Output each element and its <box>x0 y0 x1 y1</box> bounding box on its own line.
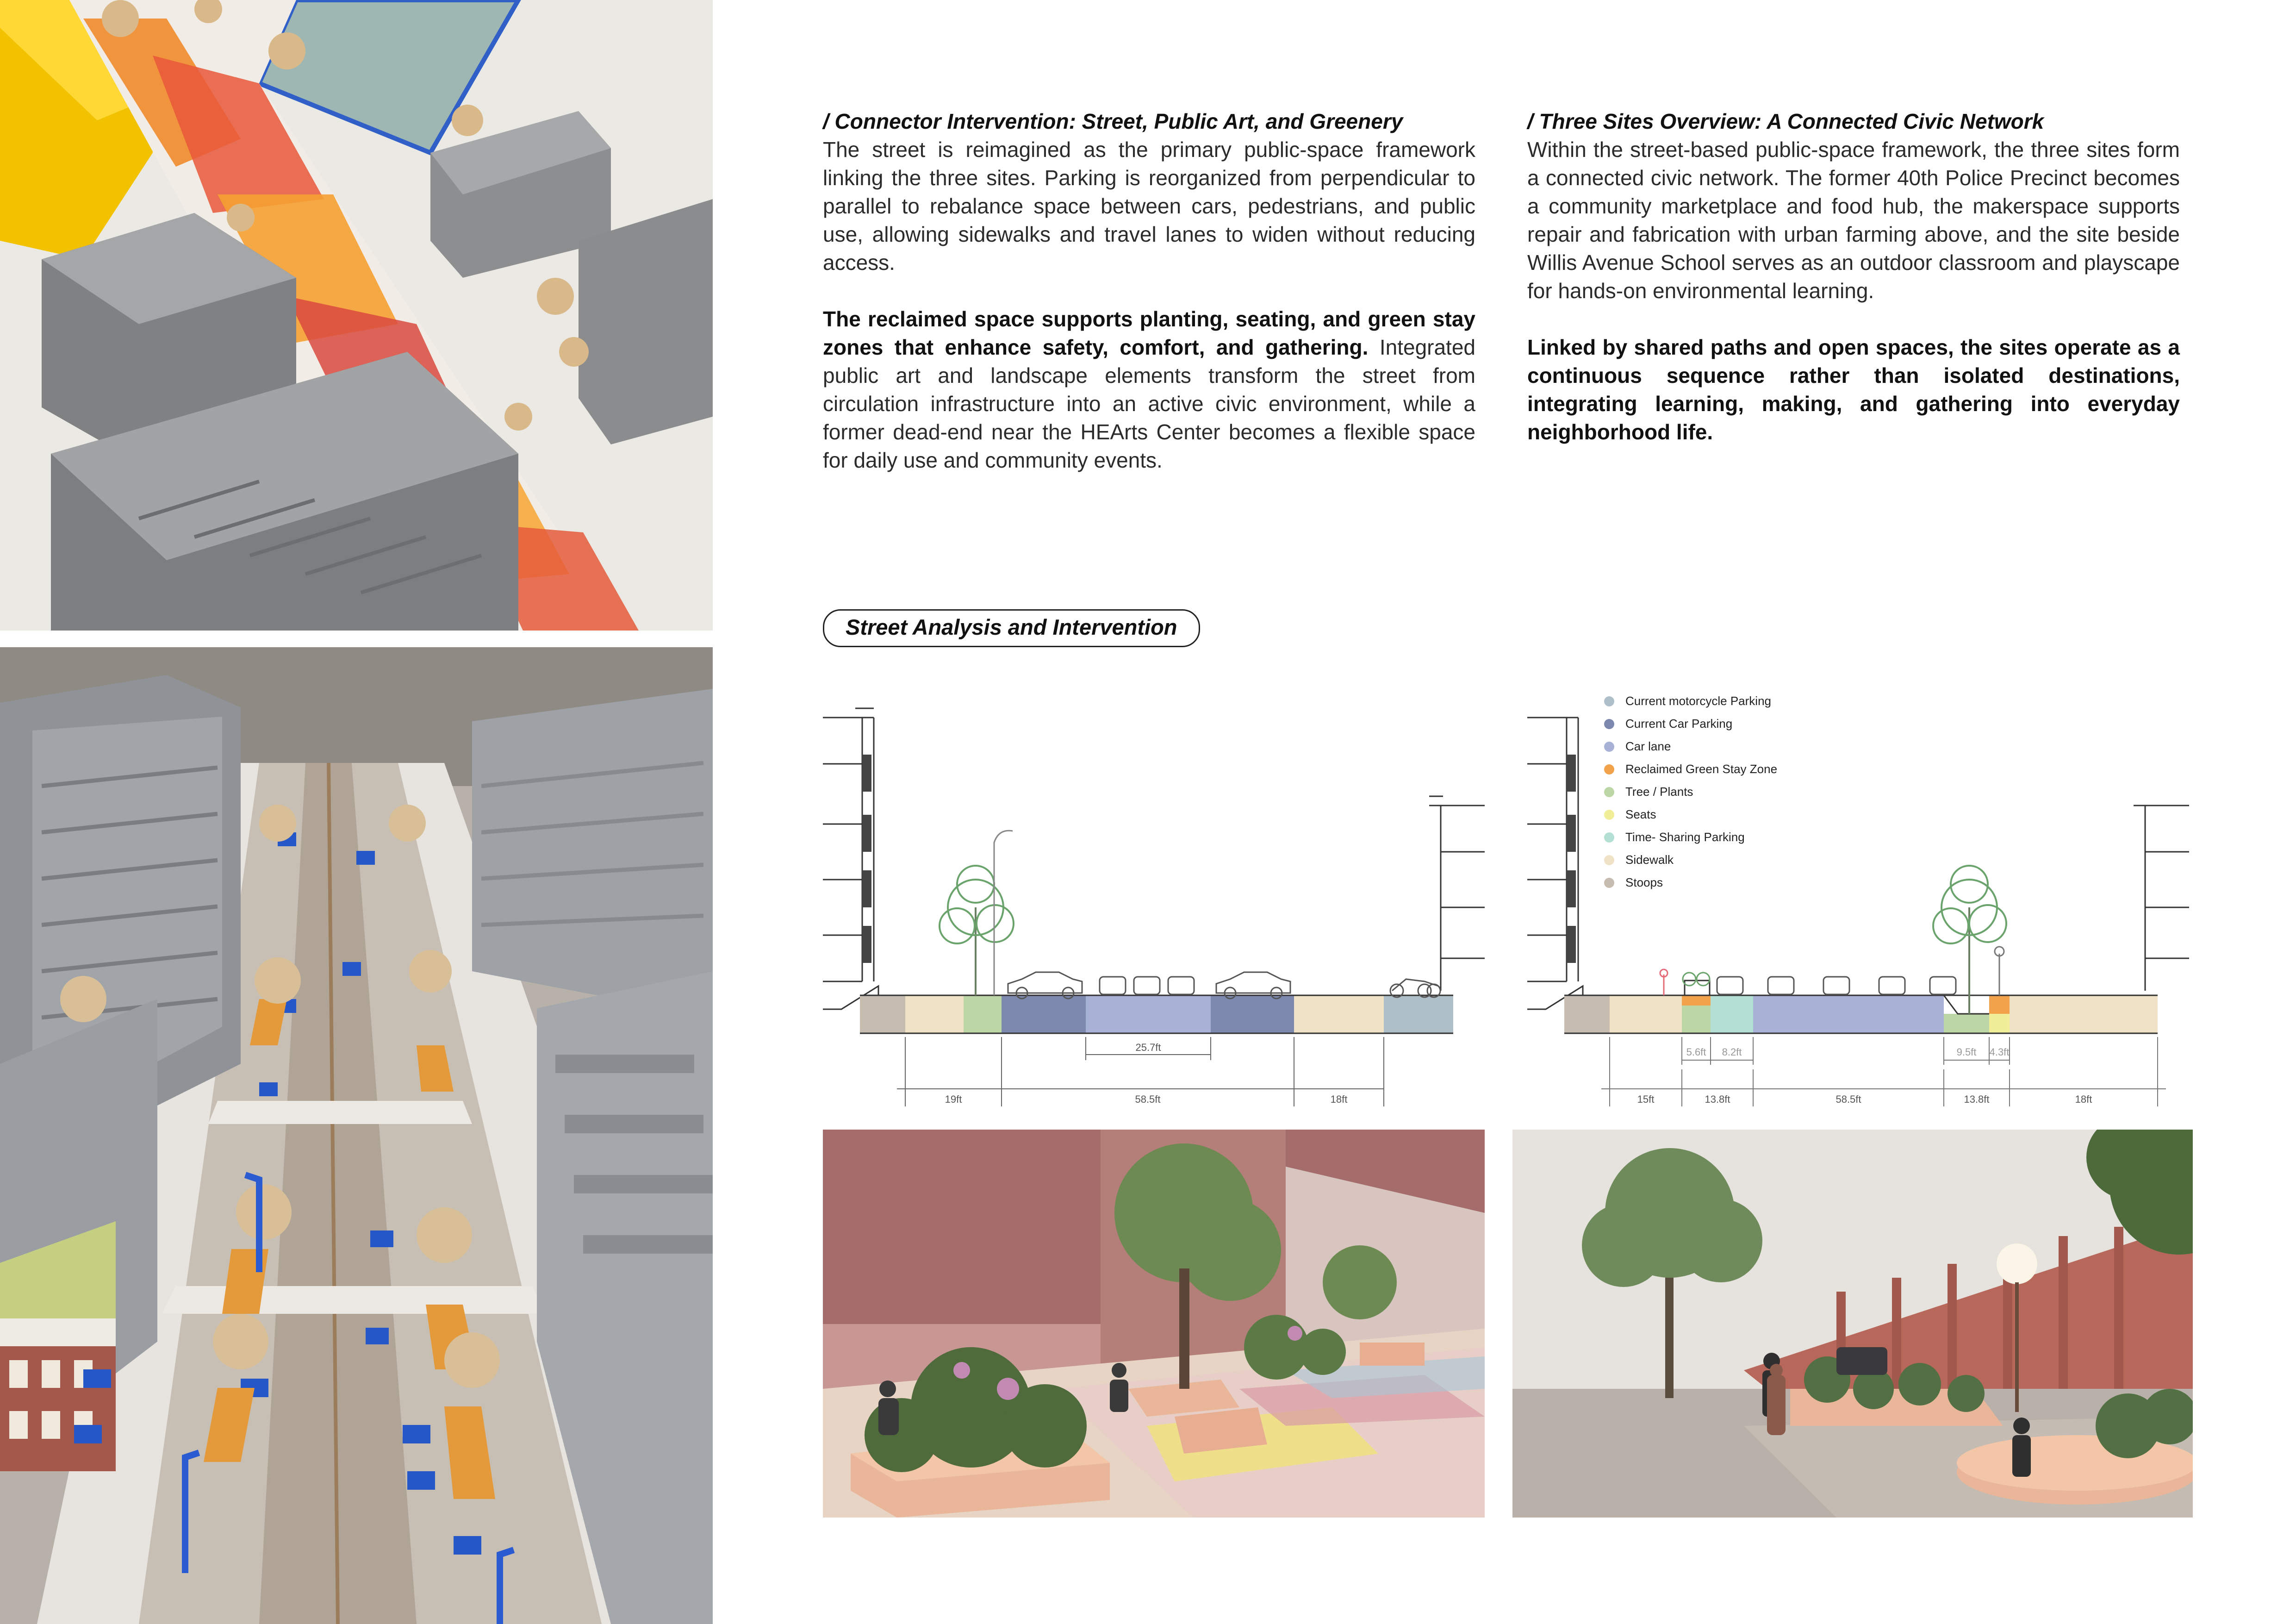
legend-swatch <box>1604 719 1614 729</box>
legend-swatch <box>1604 764 1614 775</box>
section-legend <box>1604 690 1777 894</box>
legend-item <box>1604 849 1777 871</box>
legend-label: Car lane <box>1625 739 1671 753</box>
legend-item <box>1604 803 1777 826</box>
dim-lane: 25.7ft <box>1135 1042 1161 1053</box>
dim-roadway: 58.5ft <box>1135 1093 1161 1105</box>
model-photo-street <box>0 647 713 1624</box>
legend-label: Tree / Plants <box>1625 785 1693 799</box>
dim-sidewalk-left: 15ft <box>1637 1093 1655 1105</box>
legend-item <box>1604 690 1777 712</box>
dim-sub-2: 8.2ft <box>1722 1046 1742 1058</box>
legend-item <box>1604 735 1777 758</box>
overview-column <box>1527 107 2180 446</box>
intervention-paragraph-1: The street is reimagined as the primary public-space framework linking the three sites. Parking is reorganized from perpendicular to parallel to rebalance space between cars, pedestrians, and public use, allowing sidewalks and travel lanes to widen without reducing access. <box>823 137 1475 275</box>
dim-sidewalk-right: 18ft <box>1330 1093 1348 1105</box>
render-plaza-planters <box>823 1130 1485 1518</box>
legend-item <box>1604 826 1777 849</box>
legend-item <box>1604 871 1777 894</box>
intervention-paragraph-2-bold: The reclaimed space supports planting, seating, and green stay zones that enhance safety, comfort, and gathering. <box>823 307 1475 359</box>
legend-label: Current motorcycle Parking <box>1625 694 1771 708</box>
legend-swatch <box>1604 878 1614 888</box>
legend-swatch <box>1604 742 1614 752</box>
intervention-paragraph-2-rest: Integrated public art and landscape elements transform the street from circulation infrastructure into an active civic environment, while a former dead-end near the HEArts Center becomes a flexible space for daily use and community events. <box>823 335 1476 472</box>
legend-swatch <box>1604 855 1614 865</box>
legend-swatch <box>1604 832 1614 843</box>
model-photo-aerial <box>0 0 713 631</box>
legend-label: Time- Sharing Parking <box>1625 830 1745 844</box>
legend-label: Sidewalk <box>1625 853 1674 867</box>
render-street-seating <box>1512 1130 2193 1518</box>
legend-label: Stoops <box>1625 875 1663 889</box>
legend-label: Current Car Parking <box>1625 717 1733 731</box>
dim-sub-3: 9.5ft <box>1956 1046 1977 1058</box>
legend-item <box>1604 781 1777 803</box>
existing-street-section <box>823 690 1485 1106</box>
legend-item <box>1604 758 1777 781</box>
dim-sub-4: 4.3ft <box>1989 1046 2010 1058</box>
overview-paragraph-2: Linked by shared paths and open spaces, the sites operate as a continuous sequence rather than isolated destinations, integrating learning, making, and gathering into everyday neighborhood life. <box>1527 335 2180 444</box>
legend-item <box>1604 712 1777 735</box>
dim-zone-left: 13.8ft <box>1705 1093 1730 1105</box>
intervention-column <box>823 107 1475 475</box>
legend-swatch <box>1604 696 1614 706</box>
intervention-heading: / Connector Intervention: Street, Public Art, and Greenery <box>823 109 1403 133</box>
legend-label: Reclaimed Green Stay Zone <box>1625 762 1778 776</box>
overview-paragraph-1: Within the street-based public-space framework, the three sites form a connected civic network. The former 40th Police Precinct becomes a community marketplace and food hub, the makerspace supports repair and fabrication with urban farming above, and the site beside Willis Avenue School serves as an outdoor classroom and playscape for hands-on environmental learning. <box>1527 137 2180 303</box>
dim-sidewalk-right: 18ft <box>2075 1093 2092 1105</box>
dim-sub-1: 5.6ft <box>1686 1046 1706 1058</box>
section-label-pill: Street Analysis and Intervention <box>823 609 1200 647</box>
legend-swatch <box>1604 787 1614 797</box>
dim-zone-right: 13.8ft <box>1964 1093 1990 1105</box>
dim-roadway: 58.5ft <box>1836 1093 1861 1105</box>
legend-swatch <box>1604 810 1614 820</box>
dim-sidewalk-left: 19ft <box>945 1093 962 1105</box>
overview-heading: / Three Sites Overview: A Connected Civic Network <box>1527 109 2044 133</box>
intervention-paragraph-2 <box>823 305 1475 475</box>
legend-label: Seats <box>1625 807 1656 821</box>
